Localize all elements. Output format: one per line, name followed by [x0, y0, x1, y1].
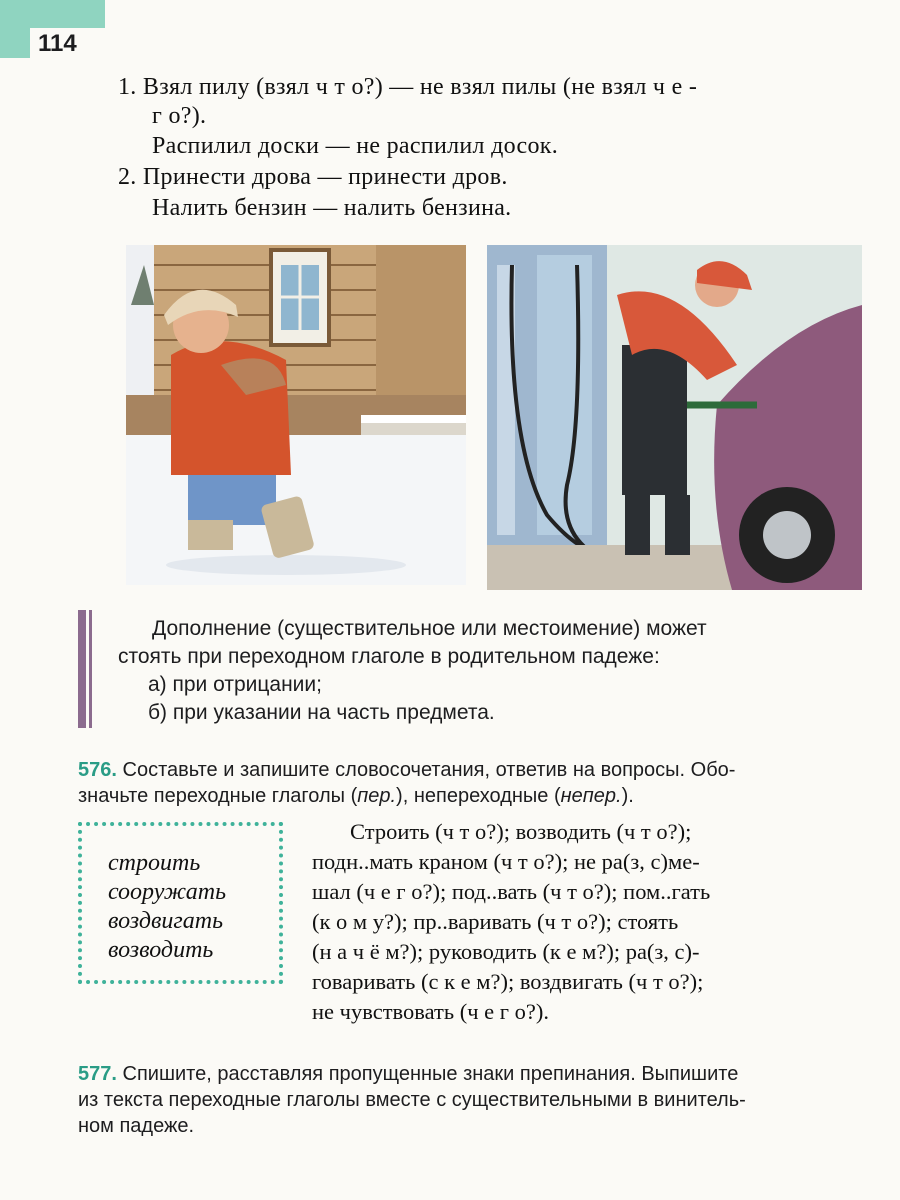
task-576-instruction-1: Составьте и запишите словосочетания, ответив на вопросы. Обо-: [122, 759, 736, 781]
vocab-word-2: сооружать: [108, 879, 227, 905]
page-number: 114: [38, 30, 77, 57]
task-576-instr-c: ), непереходные (: [396, 785, 561, 807]
task-576-text-1: Строить (ч т о?); возводить (ч т о?);: [350, 819, 692, 844]
task-577-line-2: из текста переходные глаголы вместе с существительными в винитель-: [78, 1089, 746, 1111]
rule-marker-line: [89, 610, 92, 728]
vocab-word-1: строить: [108, 850, 201, 876]
task-576-instr-e: ).: [621, 785, 634, 807]
task-576-text-7: не чувствовать (ч е г о?).: [312, 999, 549, 1024]
task-576-text-2: подн..мать краном (ч т о?); не ра(з, с)ме-: [312, 849, 700, 874]
task-577-line-3: ном падеже.: [78, 1115, 195, 1137]
example-line-1: 1. Взял пилу (взял ч т о?) — не взял пилы (не взял ч е -: [118, 74, 698, 100]
vocab-word-3: воздвигать: [108, 908, 224, 934]
rule-line-3: а) при отрицании;: [148, 673, 322, 696]
task-576-text-5: (н а ч ё м?); руководить (к е м?); ра(з, с)-: [312, 939, 700, 964]
illustration-gas-station: [487, 245, 862, 590]
task-576-text-4: (к о м у?); пр..варивать (ч т о?); стоять: [312, 909, 679, 934]
rule-line-4: б) при указании на часть предмета.: [148, 701, 495, 724]
task-576-line-2: [78, 785, 634, 808]
rule-line-2: стоять при переходном глаголе в родительном падеже:: [118, 645, 660, 668]
abbr-neper: непер.: [560, 785, 622, 807]
task-577-line-1: [78, 1063, 738, 1086]
example-line-3: Распилил доски — не распилил досок.: [152, 133, 559, 159]
vocabulary-box: [78, 822, 283, 984]
task-577-number: 577.: [78, 1063, 117, 1085]
task-576-instr-a: значьте переходные глаголы (: [78, 785, 358, 807]
example-line-4: 2. Принести дрова — принести дров.: [118, 164, 508, 190]
abbr-per: пер.: [357, 785, 397, 807]
task-576-text-6: говаривать (с к е м?); воздвигать (ч т о?);: [312, 969, 704, 994]
example-line-2: г о?).: [152, 103, 207, 129]
task-577-instruction-1: Спишите, расставляя пропущенные знаки препинания. Выпишите: [122, 1063, 739, 1085]
example-line-5: Налить бензин — налить бензина.: [152, 195, 512, 221]
task-576-number: 576.: [78, 759, 117, 781]
rule-marker-bar: [78, 610, 86, 728]
task-576-text-3: шал (ч е г о?); под..вать (ч т о?); пом..гать: [312, 879, 711, 904]
illustration-boy-firewood: [126, 245, 466, 585]
rule-line-1: Дополнение (существительное или местоимение) может: [152, 617, 707, 640]
task-576-line-1: [78, 759, 735, 782]
vocab-word-4: возводить: [108, 937, 214, 963]
